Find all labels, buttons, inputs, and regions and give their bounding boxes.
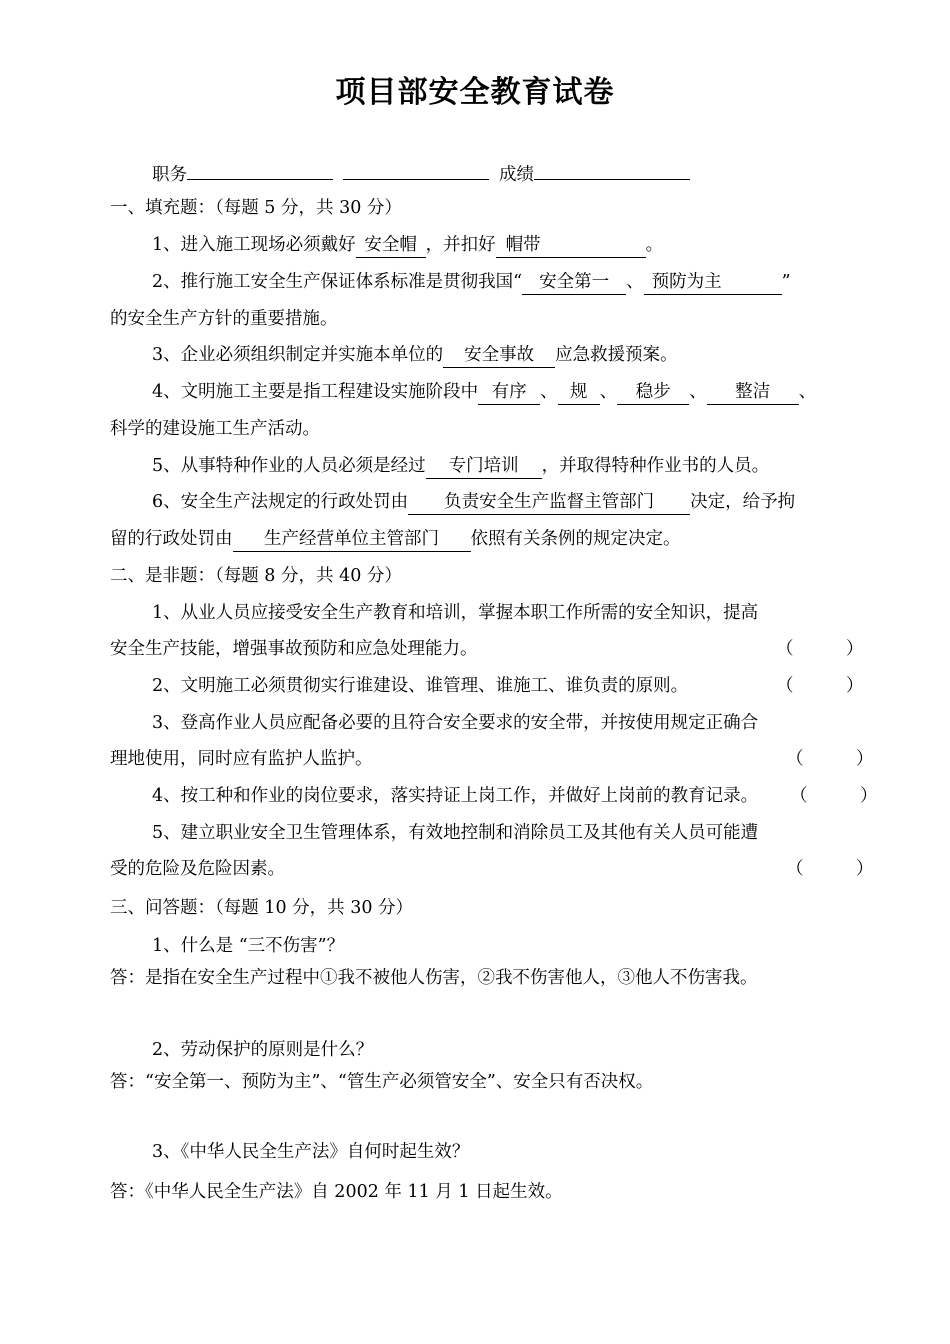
fill-question-2: 2、推行施工安全生产保证体系标准是贯彻我国“ 安全第一 、 预防为主 ” bbox=[152, 274, 791, 295]
answer-parentheses[interactable]: （ ） bbox=[790, 786, 878, 806]
tf-question-3: 3、登高作业人员应配备必要的且符合安全要求的安全带，并按使用规定正确合 bbox=[152, 713, 759, 733]
fill-question-5: 5、从事特种作业的人员必须是经过 专门培训 ，并取得特种作业书的人员。 bbox=[152, 458, 769, 479]
answer-blank: 预防为主 bbox=[644, 274, 782, 295]
page-title: 项目部安全教育试卷 bbox=[335, 75, 615, 110]
qa-answer-1: 答：是指在安全生产过程中①我不被他人伤害，②我不伤害他人，③他人不伤害我。 bbox=[110, 968, 758, 988]
tf-question-5-cont: 受的危险及危险因素。 bbox=[110, 859, 285, 879]
answer-parentheses[interactable]: （ ） bbox=[786, 859, 874, 879]
answer-blank: 安全第一 bbox=[522, 274, 626, 295]
fill-question-2-cont: 的安全生产方针的重要措施。 bbox=[110, 309, 338, 329]
qa-question-1: 1、什么是 “三不伤害”？ bbox=[152, 936, 345, 956]
answer-blank: 帽带 bbox=[496, 237, 646, 258]
qa-question-3: 3、《中华人民全生产法》自何时起生效？ bbox=[152, 1142, 470, 1162]
header-line bbox=[152, 163, 690, 185]
tf-question-1: 1、从业人员应接受安全生产教育和培训，掌握本职工作所需的安全知识，提高 bbox=[152, 603, 759, 623]
qa-question-2: 2、劳动保护的原则是什么？ bbox=[152, 1040, 374, 1060]
position-blank[interactable] bbox=[187, 163, 333, 180]
qa-answer-2: 答：“安全第一、预防为主”、“管生产必须管安全”、安全只有否决权。 bbox=[110, 1072, 654, 1092]
name-blank[interactable] bbox=[343, 163, 489, 180]
fill-question-4: 4、文明施工主要是指工程建设实施阶段中 有序 、 规 、 稳步 、 整洁 、 bbox=[152, 384, 816, 405]
fill-question-1: 1、进入施工现场必须戴好 安全帽 ，并扣好 帽带 。 bbox=[152, 237, 663, 258]
tf-question-1-cont: 安全生产技能，增强事故预防和应急处理能力。 bbox=[110, 639, 478, 659]
fill-question-3: 3、企业必须组织制定并实施本单位的 安全事故 应急救援预案。 bbox=[152, 347, 678, 368]
tf-question-4: 4、按工种和作业的岗位要求，落实持证上岗工作，并做好上岗前的教育记录。 bbox=[152, 786, 759, 806]
answer-blank: 负责安全生产监督主管部门 bbox=[408, 494, 690, 515]
answer-blank: 安全帽 bbox=[356, 237, 426, 258]
answer-blank: 安全事故 bbox=[443, 347, 555, 368]
answer-parentheses[interactable]: （ ） bbox=[786, 749, 874, 769]
fill-question-4-cont: 科学的建设施工生产活动。 bbox=[110, 419, 320, 439]
section3-heading: 三、问答题：（每题 10 分，共 30 分） bbox=[110, 898, 414, 918]
answer-blank: 有序 bbox=[478, 384, 540, 405]
section1-heading: 一、填充题：（每题 5 分，共 30 分） bbox=[110, 198, 402, 218]
answer-parentheses[interactable]: （ ） bbox=[776, 639, 864, 659]
fill-question-6: 6、安全生产法规定的行政处罚由 负责安全生产监督主管部门 决定，给予拘 bbox=[152, 494, 795, 515]
section2-heading: 二、是非题：（每题 8 分，共 40 分） bbox=[110, 566, 402, 586]
tf-question-2: 2、文明施工必须贯彻实行谁建设、谁管理、谁施工、谁负责的原则。 bbox=[152, 676, 689, 696]
answer-blank: 生产经营单位主管部门 bbox=[233, 531, 471, 552]
answer-blank: 整洁 bbox=[707, 384, 799, 405]
answer-parentheses[interactable]: （ ） bbox=[776, 676, 864, 696]
tf-question-3-cont: 理地使用，同时应有监护人监护。 bbox=[110, 749, 373, 769]
answer-blank: 专门培训 bbox=[426, 458, 542, 479]
fill-question-6-cont: 留的行政处罚由 生产经营单位主管部门 依照有关条例的规定决定。 bbox=[110, 531, 681, 552]
score-blank[interactable] bbox=[534, 163, 690, 180]
position-label: 职务 bbox=[152, 165, 187, 185]
score-label: 成绩 bbox=[499, 165, 534, 185]
qa-answer-3: 答：《中华人民全生产法》自 2002 年 11 月 1 日起生效。 bbox=[110, 1182, 563, 1202]
tf-question-5: 5、建立职业安全卫生管理体系，有效地控制和消除员工及其他有关人员可能遭 bbox=[152, 823, 759, 843]
answer-blank: 规 bbox=[558, 384, 600, 405]
answer-blank: 稳步 bbox=[617, 384, 689, 405]
